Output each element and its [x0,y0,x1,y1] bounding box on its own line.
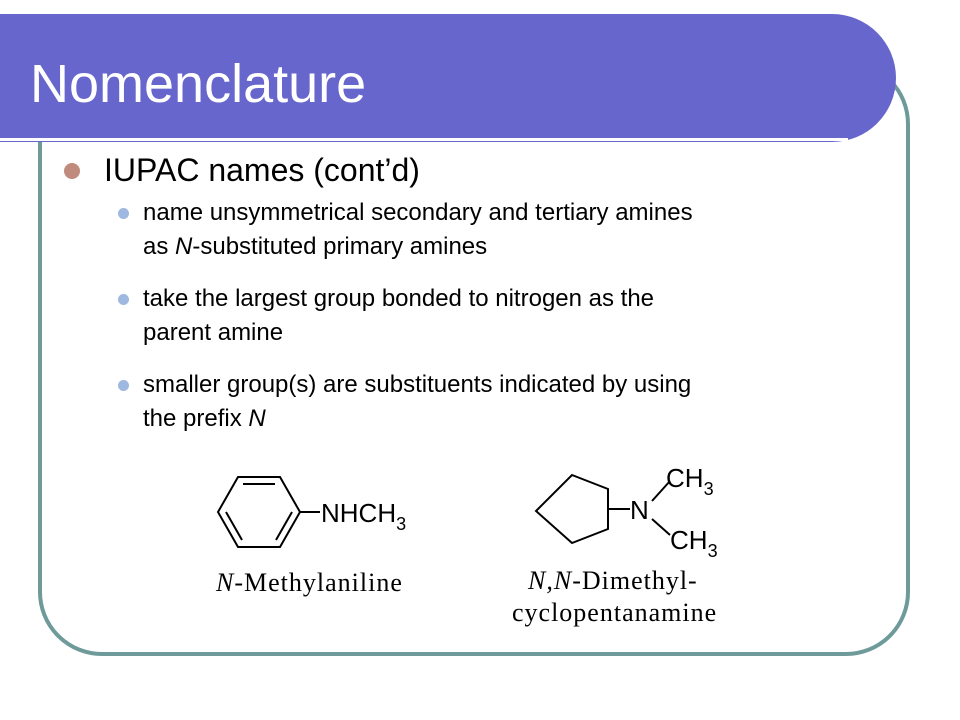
sub-bullet-line: name unsymmetrical secondary and tertiary amines [143,199,693,226]
molecule-name [216,568,403,598]
ring-double-bond [276,512,292,540]
group-text: CH [666,463,704,493]
ring-double-bond [226,512,242,540]
sub-bullet-line [143,402,266,436]
group-text: CH [670,525,708,555]
title-bar [0,14,896,142]
subscript-3: 3 [396,514,407,534]
sub-bullet-dot-icon [118,294,129,305]
sub-bullet-line: smaller group(s) are substituents indicated by using [143,371,692,398]
subscript-3: 3 [703,479,714,499]
cyclopentane-ring [536,475,608,543]
n-methylaniline-structure [210,460,440,570]
bullet-dot-icon [64,163,80,179]
molecule-name-line2: cyclopentanamine [512,598,718,627]
molecule-name [528,566,698,596]
sub-bullet-line [143,230,487,264]
group-text: NHCH [321,498,397,528]
main-bullet-text: IUPAC names (cont’d) [104,152,420,188]
methyl-top-label [666,463,714,499]
text-run: the prefix [143,405,249,432]
title-underline [0,138,848,141]
methyl-bottom-label [670,525,718,561]
text-run: -Dimethyl- [572,566,698,595]
sub-bullet-dot-icon [118,380,129,391]
methyl-bond [652,519,670,535]
italic-text-run: N,N [528,566,573,595]
text-run: -Methylaniline [234,568,403,597]
sub-bullet-line: take the largest group bonded to nitrogen as the [143,285,655,312]
italic-text-run: N [175,233,193,260]
sub-bullet-dot-icon [118,208,129,219]
benzene-ring [218,477,300,547]
italic-text-run: N [216,568,235,597]
nitrogen-label: N [630,495,649,525]
slide-title: Nomenclature [30,54,367,114]
subscript-3: 3 [707,541,718,561]
text-run: -substituted primary amines [192,233,488,260]
sub-bullet-line: parent amine [143,319,284,346]
italic-text-run: N [248,405,266,432]
nhch3-label [321,498,406,534]
dimethylcyclopentanamine-structure [520,455,760,565]
text-run: as [143,233,176,260]
